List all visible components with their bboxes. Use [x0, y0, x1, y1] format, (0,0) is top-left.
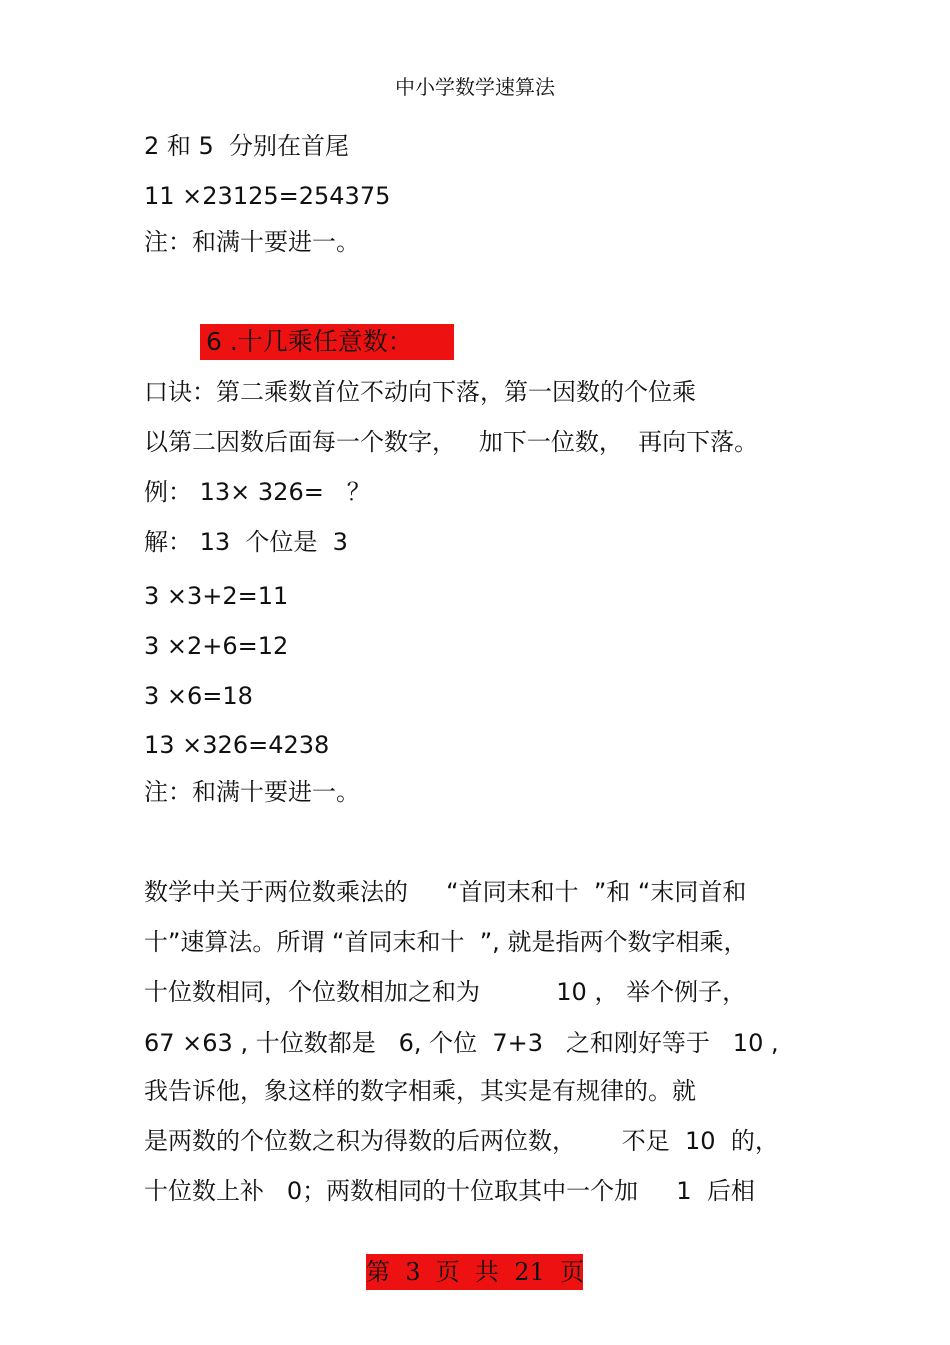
text-line-2: 11 ×23125=254375: [144, 182, 391, 210]
page-number-badge: 第 3 页 共 21 页: [366, 1254, 583, 1290]
text-line-17: 我告诉他，象这样的数字相乘，其实是有规律的。就: [144, 1077, 696, 1105]
text-line-9: 3 ×2+6=12: [144, 632, 289, 660]
section-heading: 6 .十几乘任意数：: [200, 324, 454, 360]
text-line-10: 3 ×6=18: [144, 682, 253, 710]
text-line-19: 十位数上补 0；两数相同的十位取其中一个加 1 后相: [144, 1177, 755, 1205]
text-line-15: 十位数相同，个位数相加之和为 10 ， 举个例子，: [144, 978, 747, 1006]
text-line-5: 以第二因数后面每一个数字， 加下一位数， 再向下落。: [144, 428, 759, 456]
text-line-7: 解： 13 个位是 3: [144, 528, 348, 556]
text-line-3: 注：和满十要进一。: [144, 228, 360, 256]
text-line-6: 例： 13× 326= ？: [144, 478, 371, 506]
text-line-14: 十”速算法。所谓 “首同末和十 ”, 就是指两个数字相乘，: [144, 928, 748, 956]
text-line-13: 数学中关于两位数乘法的 “首同末和十 ”和 “末同首和: [144, 878, 747, 906]
text-line-11: 13 ×326=4238: [144, 731, 330, 759]
text-line-18: 是两数的个位数之积为得数的后两位数， 不足 10 的，: [144, 1127, 779, 1155]
text-line-8: 3 ×3+2=11: [144, 582, 289, 610]
text-line-4: 口诀：第二乘数首位不动向下落，第一因数的个位乘: [144, 378, 696, 406]
page-header: 中小学数学速算法: [395, 75, 555, 99]
text-line-16: 67 ×63 , 十位数都是 6, 个位 7+3 之和刚好等于 10 ,: [144, 1029, 779, 1057]
text-line-1: 2 和 5 分别在首尾: [144, 132, 350, 160]
text-line-12: 注：和满十要进一。: [144, 778, 360, 806]
